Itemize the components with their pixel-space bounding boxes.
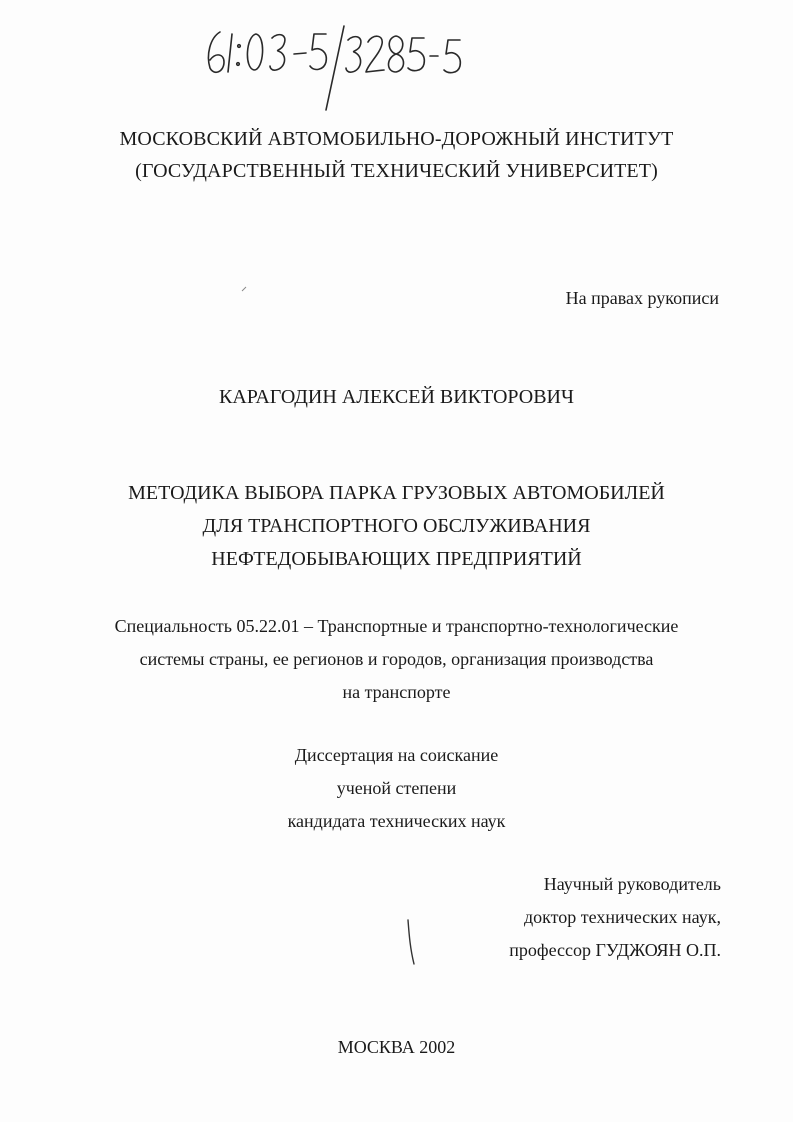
supervisor-label: Научный руководитель	[543, 874, 721, 894]
thesis-title-line-3: НЕФТЕДОБЫВАЮЩИХ ПРЕДПРИЯТИЙ	[211, 548, 582, 570]
institute-subtitle: (ГОСУДАРСТВЕННЫЙ ТЕХНИЧЕСКИЙ УНИВЕРСИТЕТ)	[135, 160, 658, 182]
city-year: МОСКВА 2002	[337, 1037, 456, 1057]
thesis-title-line-1: МЕТОДИКА ВЫБОРА ПАРКА ГРУЗОВЫХ АВТОМОБИЛЕЙ	[128, 482, 665, 504]
specialty-line-1: Специальность 05.22.01 – Транспортные и транспортно-технологические	[114, 616, 679, 636]
thesis-title-line-2: ДЛЯ ТРАНСПОРТНОГО ОБСЛУЖИВАНИЯ	[202, 515, 591, 537]
supervisor-degree: доктор технических наук,	[524, 907, 721, 927]
handwritten-archive-code	[198, 10, 468, 120]
dissertation-line-2: ученой степени	[336, 778, 457, 798]
institute-name: МОСКОВСКИЙ АВТОМОБИЛЬНО-ДОРОЖНЫЙ ИНСТИТУТ	[119, 128, 674, 150]
pen-mark	[404, 918, 418, 968]
dissertation-line-3: кандидата технических наук	[287, 811, 506, 831]
dissertation-line-1: Диссертация на соискание	[294, 745, 499, 765]
scan-speck	[240, 285, 248, 293]
manuscript-note: На правах рукописи	[565, 288, 719, 308]
author-name: КАРАГОДИН АЛЕКСЕЙ ВИКТОРОВИЧ	[218, 386, 574, 408]
supervisor-name: профессор ГУДЖОЯН О.П.	[509, 940, 721, 960]
specialty-line-3: на транспорте	[342, 682, 451, 702]
specialty-line-2: системы страны, ее регионов и городов, организация производства	[139, 649, 654, 669]
